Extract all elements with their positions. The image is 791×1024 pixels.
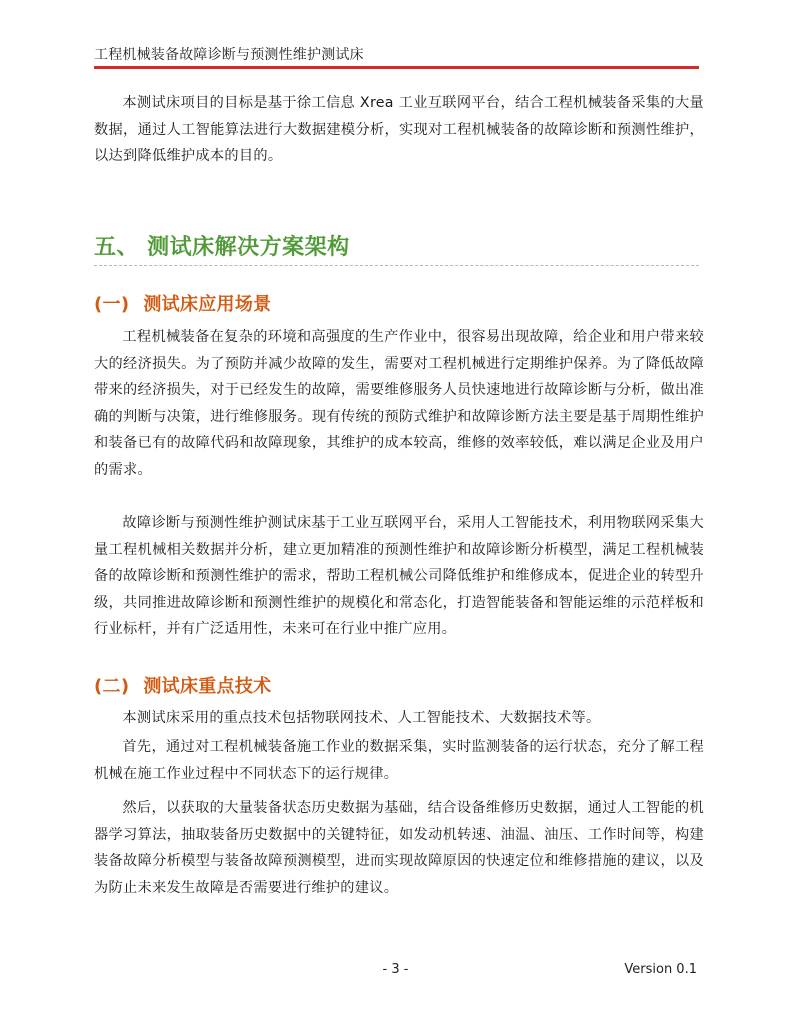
running-header: 工程机械装备故障诊断与预测性维护测试床 bbox=[94, 47, 364, 63]
subsection-heading: 测试床重点技术 bbox=[143, 676, 272, 697]
paragraph-tech-1: 本测试床采用的重点技术包括物联网技术、人工智能技术、大数据技术等。 bbox=[122, 710, 601, 726]
subsection-title-key-technologies bbox=[94, 672, 271, 698]
subsection-heading: 测试床应用场景 bbox=[143, 294, 272, 315]
section-title: 五、 测试床解决方案架构 bbox=[94, 235, 350, 260]
paragraph-tech-3: 然后，以获取的大量装备状态历史数据为基础，结合设备维修历史数据，通过人工智能的机器学习算法，抽取装备历史数据中的关键特征，如发动机转速、油温、油压、工作时间等，构建装备故障分析模型与装备故障预测模型，进而实现故障原因的快速定位和维修措施的建议，以及为防止未来发生故障是否需要进行维护的建议。 bbox=[94, 800, 704, 896]
section-divider bbox=[94, 265, 699, 266]
subsection-number: (一) bbox=[94, 294, 130, 315]
intro-paragraph: 本测试床项目的目标是基于徐工信息 Xrea 工业互联网平台，结合工程机械装备采集的大量数据，通过人工智能算法进行大数据建模分析，实现对工程机械装备的故障诊断和预测性维护，以达到降低维护成本的目的。 bbox=[94, 95, 704, 164]
paragraph-scenario-2: 故障诊断与预测性维护测试床基于工业互联网平台，采用人工智能技术，利用物联网采集大量工程机械相关数据并分析，建立更加精准的预测性维护和故障诊断分析模型，满足工程机械装备的故障诊断和预测性维护的需求，帮助工程机械公司降低维护和维修成本，促进企业的转型升级，共同推进故障诊断和预测性维护的规模化和常态化，打造智能装备和智能运维的示范样板和行业标杆，并有广泛适用性，未来可在行业中推广应用。 bbox=[94, 515, 704, 637]
subsection-number: (二) bbox=[94, 676, 130, 697]
header-rule bbox=[94, 66, 699, 69]
version-label: Version 0.1 bbox=[624, 962, 697, 977]
subsection-title-application-scenarios bbox=[94, 290, 271, 316]
paragraph-tech-2: 首先，通过对工程机械装备施工作业的数据采集，实时监测装备的运行状态，充分了解工程机械在施工作业过程中不同状态下的运行规律。 bbox=[94, 739, 704, 782]
paragraph-scenario-1: 工程机械装备在复杂的环境和高强度的生产作业中，很容易出现故障，给企业和用户带来较大的经济损失。为了预防并减少故障的发生，需要对工程机械进行定期维护保养。为了降低故障带来的经济损失，对于已经发生的故障，需要维修服务人员快速地进行故障诊断与分析，做出准确的判断与决策，进行维修服务。现有传统的预防式维护和故障诊断方法主要是基于周期性维护和装备已有的故障代码和故障现象，其维护的成本较高，维修的效率较低，难以满足企业及用户的需求。 bbox=[94, 329, 704, 478]
page-number: - 3 - bbox=[382, 962, 409, 977]
